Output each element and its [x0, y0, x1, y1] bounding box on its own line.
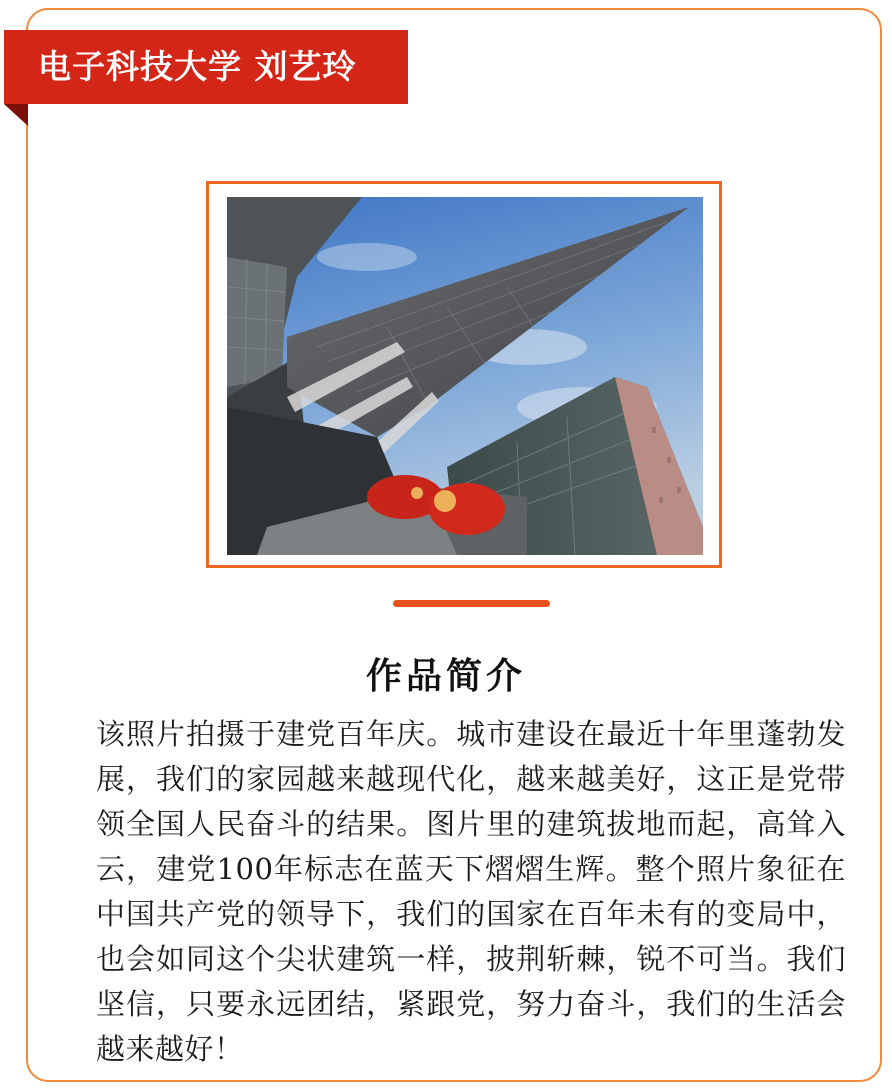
- photo-frame: [206, 181, 722, 568]
- section-divider: [393, 600, 550, 607]
- author-line: 电子科技大学 刘艺玲: [38, 47, 357, 86]
- author-ribbon: [4, 30, 408, 104]
- building-photo-illustration: [227, 197, 703, 555]
- section-title: 作品简介: [365, 655, 526, 697]
- description-paragraph: 该照片拍摄于建党百年庆。城市建设在最近十年里蓬勃发展，我们的家园越来越现代化，越来越美好，这正是党带领全国人民奋斗的结果。图片里的建筑拔地而起，高耸入云，建党100年标志在蓝天下熠熠生辉。整个照片象征在中国共产党的领导下，我们的国家在百年未有的变局中，也会如同这个尖状建筑一样，披荆斩棘，锐不可当。我们坚信，只要永远团结，紧跟党，努力奋斗，我们的生活会越来越好！: [96, 717, 846, 1066]
- ribbon-fold: [4, 104, 28, 126]
- building-photo: [227, 197, 703, 555]
